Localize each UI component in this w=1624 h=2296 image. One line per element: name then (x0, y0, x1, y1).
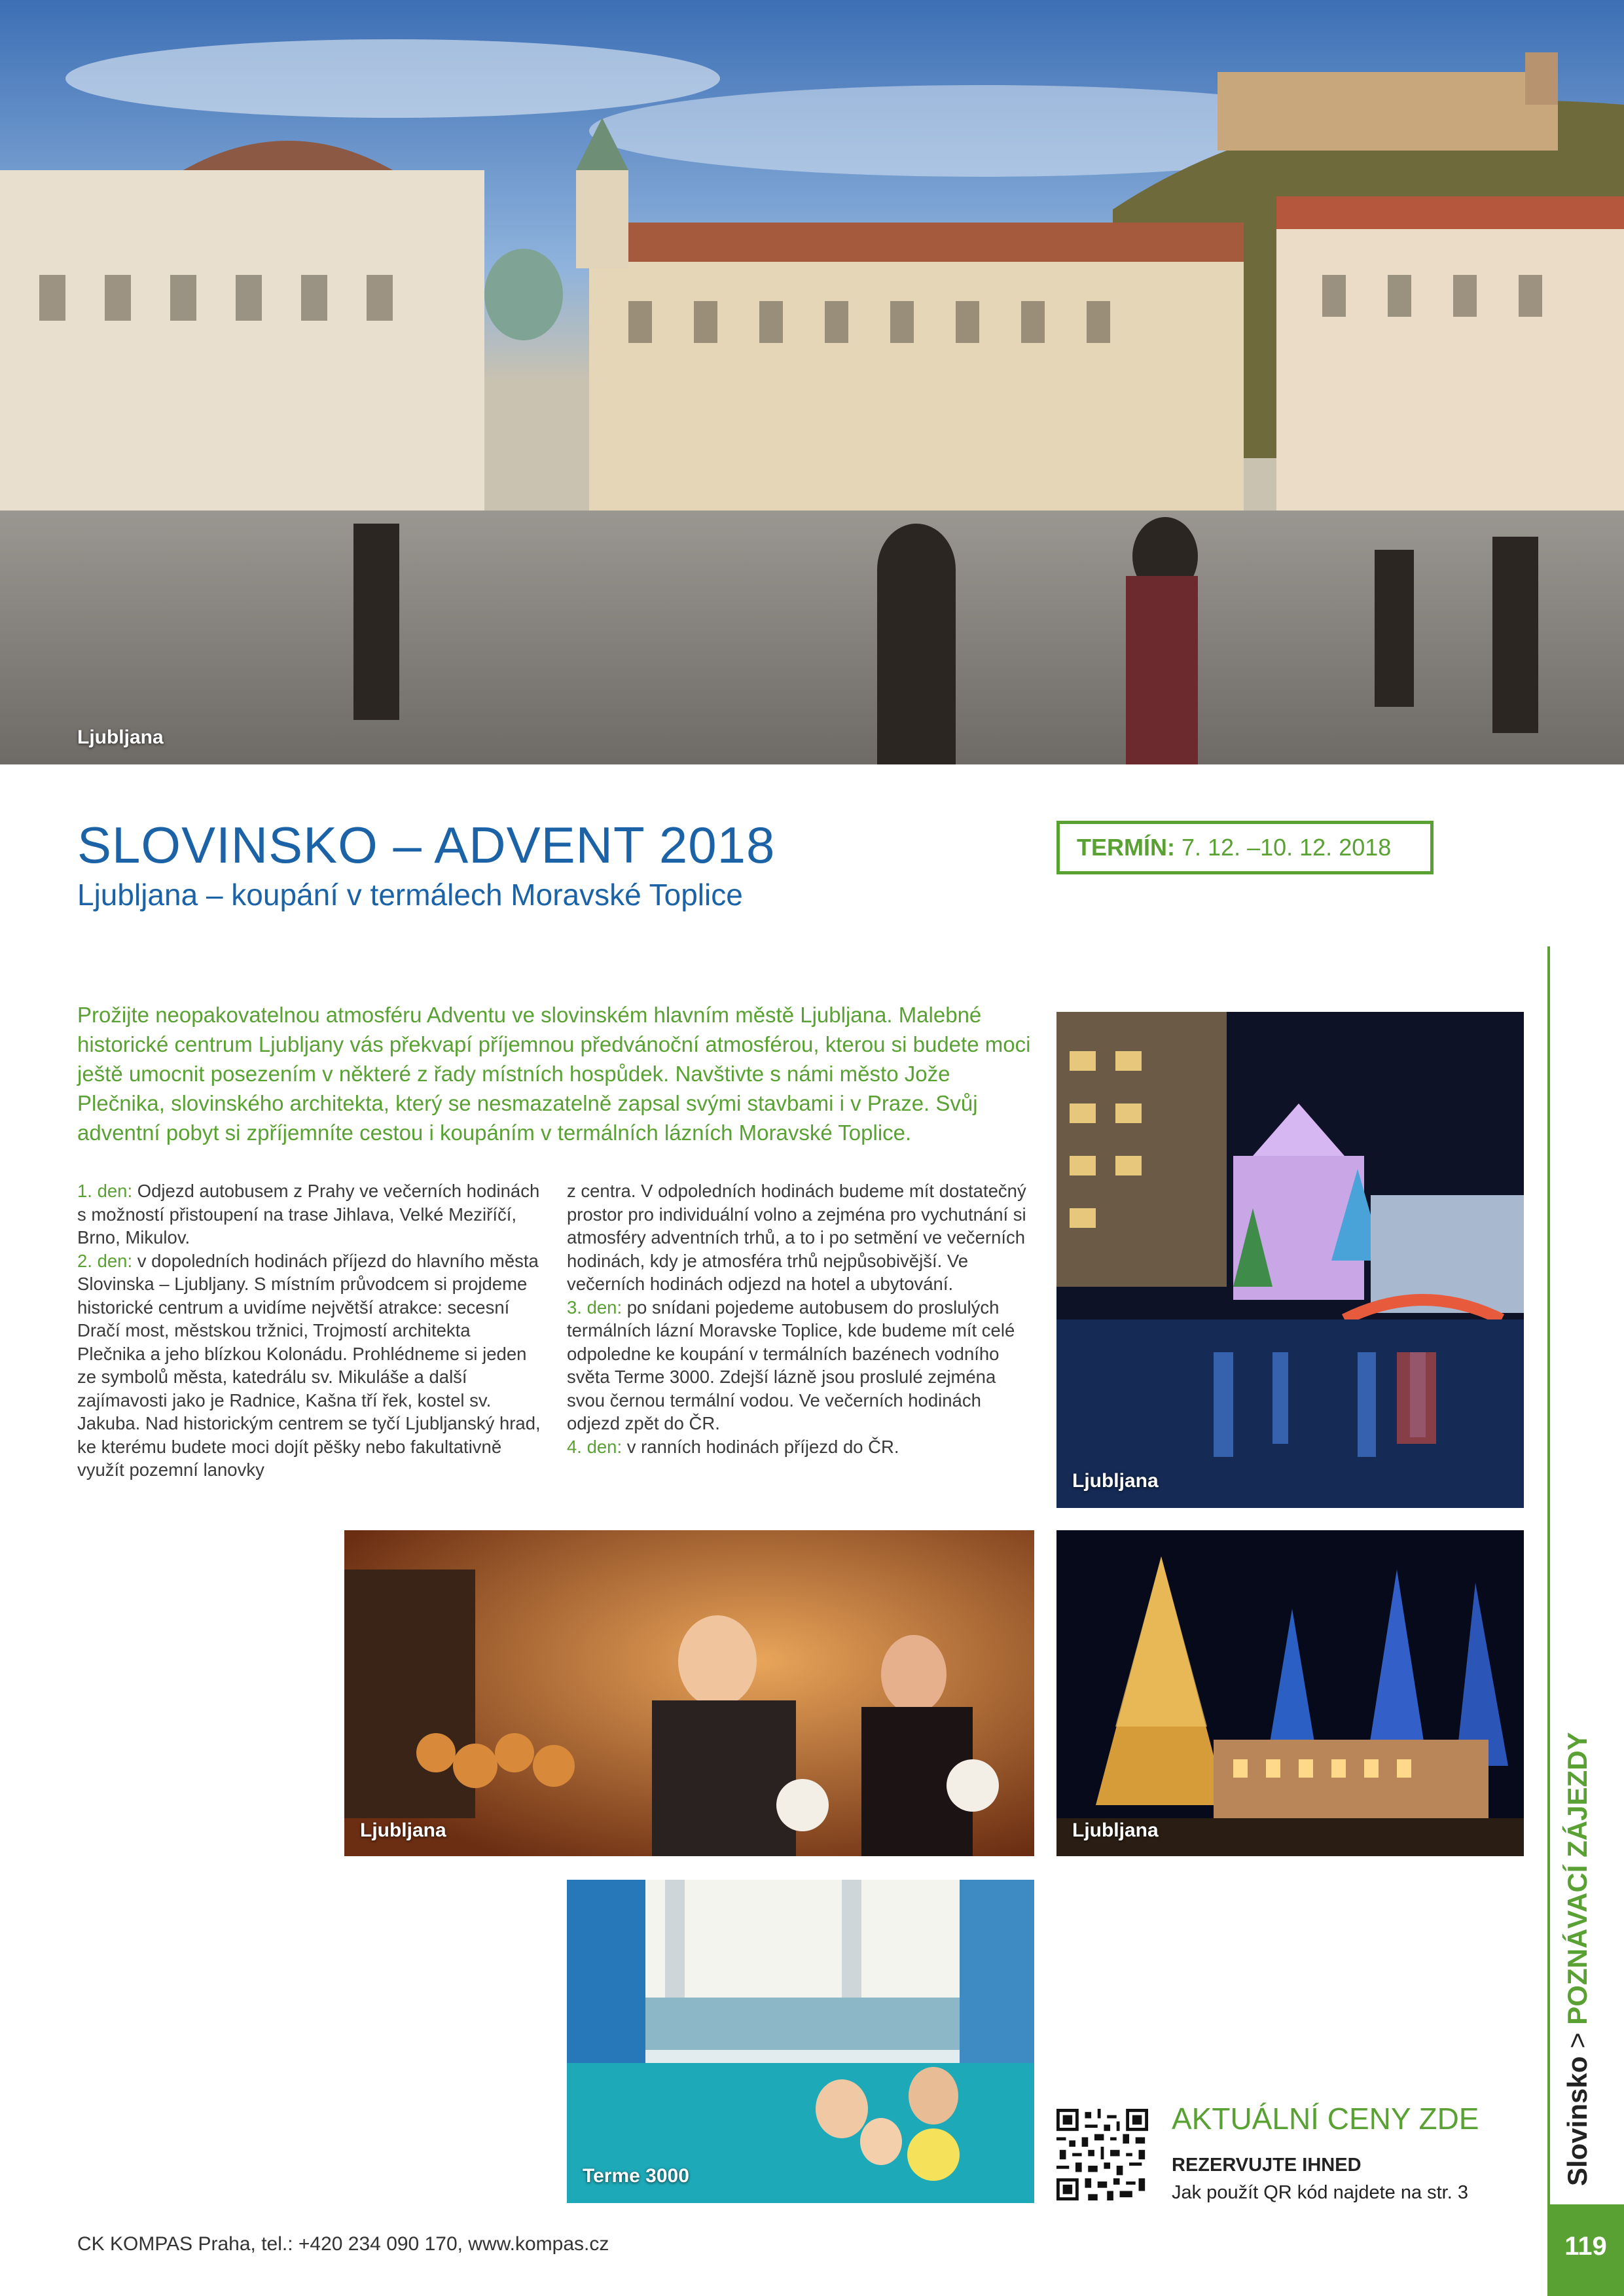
termin-label: TERMÍN: (1077, 834, 1175, 861)
day-text: po snídani pojedeme autobusem do proslulých termálních lázní Moravske Toplice, kde budeme mít celé odpoledne ke koupání v termálních bazénech vodního světa Terme 3000. Zdejší lázně jsou proslulé zejména svou černou termální vodou. Ve večerních hodinách odjezd zpět do ČR. (567, 1297, 1015, 1433)
itinerary-column-2 (567, 1179, 1032, 1458)
sidebar-rule (1547, 946, 1550, 2204)
day-label: 1. den: (77, 1181, 133, 1201)
current-prices-title: AKTUÁLNÍ CENY ZDE (1172, 2102, 1479, 2136)
itinerary-column-1 (77, 1179, 542, 1482)
day-text: Odjezd autobusem z Prahy ve večerních hodinách s možností přistoupení na trase Jihlava, Velké Meziříčí, Brno, Mikulov. (77, 1181, 540, 1247)
tree-photo-caption: Ljubljana (1072, 1820, 1159, 1841)
reserve-now-text: REZERVUJTE IHNED (1172, 2155, 1362, 2176)
footer-contact: CK KOMPAS Praha, tel.: +420 234 090 170, www.kompas.cz (77, 2233, 609, 2255)
itinerary-day-2-cont (567, 1179, 1032, 1296)
ljubljana-night-photo (1056, 1012, 1524, 1508)
sidebar-country: Slovinsko (1562, 2056, 1593, 2186)
sidebar-category: POZNÁVACÍ ZÁJEZDY (1562, 1732, 1593, 2025)
page-subtitle: Ljubljana – koupání v termálech Moravské Toplice (77, 878, 743, 912)
day-label: 4. den: (567, 1436, 623, 1457)
itinerary-day-2 (77, 1249, 542, 1482)
day-label: 2. den: (77, 1250, 133, 1271)
qr-code-icon[interactable] (1056, 2109, 1148, 2200)
page-title: SLOVINSKO – ADVENT 2018 (77, 816, 776, 874)
hero-photo (0, 0, 1624, 764)
page-number: 119 (1547, 2204, 1624, 2296)
terme-3000-pool-photo (567, 1880, 1034, 2203)
intro-paragraph: Prožijte neopakovatelnou atmosféru Adventu ve slovinském hlavním městě Ljubljana. Malebné historické centrum Ljubljany vás překvapí příjemnou předvánoční atmosférou, kterou si budete moci ještě umocnit posezením v některé z řady místních hospůdek. Navštivte s námi město Jože Plečnika, slovinského architekta, který se nesmazatelně zapsal svými stavbami i v Praze. Svůj adventní pobyt si zpříjemníte cestou i koupáním v termálních lázních Moravské Toplice. (77, 1003, 1031, 1145)
sidebar-arrow: > (1562, 2032, 1593, 2049)
hero-caption: Ljubljana (77, 726, 164, 748)
christmas-market-photo (344, 1530, 1034, 1856)
termin-value: 7. 12. –10. 12. 2018 (1182, 834, 1392, 861)
day-text: v ranních hodinách příjezd do ČR. (622, 1436, 899, 1457)
day-label: 3. den: (567, 1297, 623, 1318)
day-text: z centra. V odpoledních hodinách budeme mít dostatečný prostor pro individuální volno a zejména pro vychutnání si atmosféry adventních trhů, a to i po setmění ve večerních hodinách, kdy je atmosféra trhů nejpůsobivější. Ve večerních hodinách odjezd na hotel a ubytování. (567, 1181, 1026, 1294)
itinerary-day-1 (77, 1179, 542, 1249)
itinerary-day-3 (567, 1296, 1032, 1435)
qr-note-text: Jak použít QR kód najdete na str. 3 (1172, 2182, 1468, 2203)
christmas-tree-photo (1056, 1530, 1524, 1856)
itinerary-day-4 (567, 1435, 1032, 1459)
night-photo-caption: Ljubljana (1072, 1470, 1159, 1492)
pool-photo-caption: Terme 3000 (583, 2165, 689, 2187)
sidebar-section-label (1558, 1732, 1597, 2186)
termin-box (1056, 821, 1434, 874)
market-photo-caption: Ljubljana (360, 1820, 446, 1841)
day-text: v dopoledních hodinách příjezd do hlavního města Slovinska – Ljubljany. S místním průvodcem si projdeme historické centrum a uvidíme největší atrakce: secesní Dračí most, městskou tržnici, Trojmostí architekta Plečnika a jeho blízkou Kolonádu. Prohlédneme si jeden ze symbolů města, katedrálu sv. Mikuláše a další zajímavosti jako je Radnice, Kašna tří řek, kostel sv. Jakuba. Nad historickým centrem se tyčí Ljubljanský hrad, ke kterému budete moci dojít pěšky nebo fakultativně využít pozemní lanovky (77, 1250, 541, 1480)
